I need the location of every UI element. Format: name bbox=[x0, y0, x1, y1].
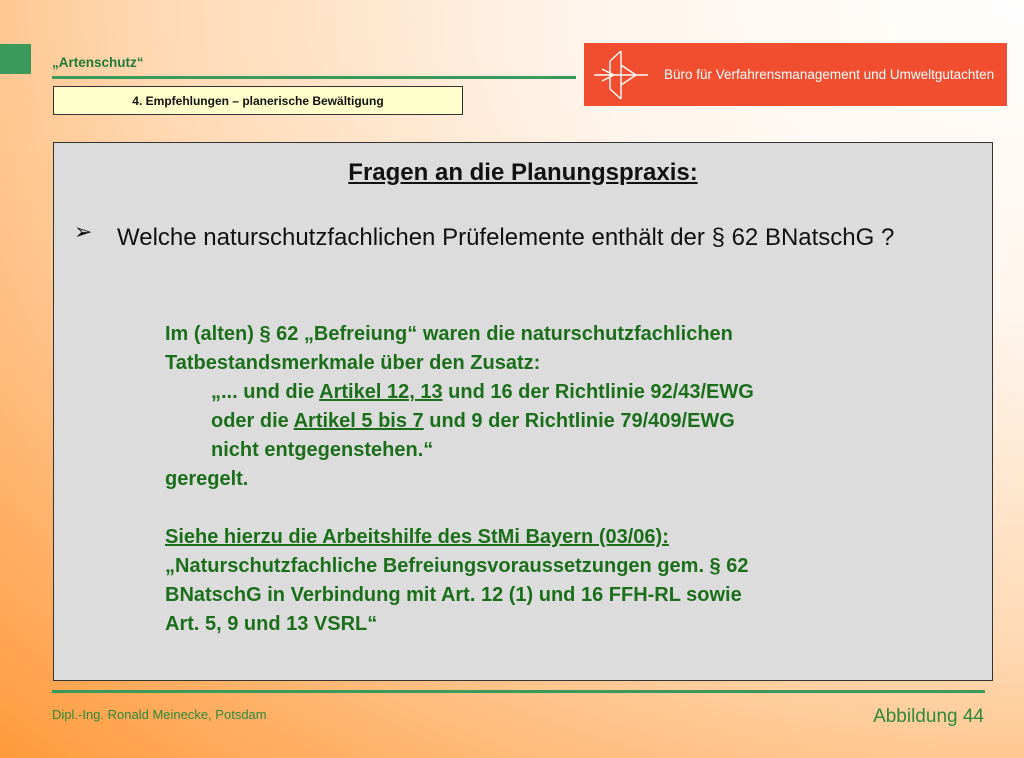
quote-line bbox=[165, 378, 965, 407]
article-reference: Artikel 12, 13 bbox=[319, 381, 443, 403]
quote-line: nicht entgegenstehen.“ bbox=[211, 439, 434, 461]
quote-text: und 9 der Richtlinie 79/409/EWG bbox=[423, 410, 735, 432]
quote-text: oder die bbox=[211, 410, 294, 432]
bullet-arrow-icon: ➢ bbox=[74, 219, 93, 244]
detail-line: Tatbestandsmerkmale über den Zusatz: bbox=[165, 352, 541, 374]
slide-header-title: „Artenschutz“ bbox=[52, 55, 144, 70]
bullet-question: Welche naturschutzfachlichen Prüfelemente enthält der § 62 BNatschG ? bbox=[117, 224, 895, 251]
quote-text: und 16 der Richtlinie 92/43/EWG bbox=[442, 381, 754, 403]
legal-detail-block bbox=[165, 320, 965, 639]
header-divider bbox=[52, 76, 576, 79]
reference-line: Art. 5, 9 und 13 VSRL“ bbox=[165, 613, 378, 635]
detail-line: Im (alten) § 62 „Befreiung“ waren die naturschutzfachlichen bbox=[165, 323, 733, 345]
footer-divider bbox=[52, 690, 985, 693]
reference-line: „Naturschutzfachliche Befreiungsvoraussetzungen gem. § 62 bbox=[165, 555, 749, 577]
cross-compass-logo-icon bbox=[590, 47, 652, 103]
logo-text: Büro für Verfahrensmanagement und Umweltgutachten bbox=[664, 67, 995, 82]
article-reference: Artikel 5 bis 7 bbox=[293, 410, 424, 432]
content-panel bbox=[53, 142, 993, 681]
detail-line: geregelt. bbox=[165, 468, 249, 490]
content-heading: Fragen an die Planungspraxis: bbox=[348, 159, 698, 186]
reference-line: BNatschG in Verbindung mit Art. 12 (1) und 16 FFH-RL sowie bbox=[165, 584, 742, 606]
corner-square-accent bbox=[0, 44, 31, 74]
quote-line bbox=[165, 407, 965, 436]
figure-number: Abbildung 44 bbox=[873, 706, 984, 727]
reference-heading: Siehe hierzu die Arbeitshilfe des StMi Bayern (03/06): bbox=[165, 526, 669, 548]
quote-text: „... und die bbox=[211, 381, 320, 403]
company-logo bbox=[584, 43, 1007, 106]
footer-author: Dipl.-Ing. Ronald Meinecke, Potsdam bbox=[52, 707, 267, 722]
section-subtitle: 4. Empfehlungen – planerische Bewältigung bbox=[53, 86, 463, 115]
